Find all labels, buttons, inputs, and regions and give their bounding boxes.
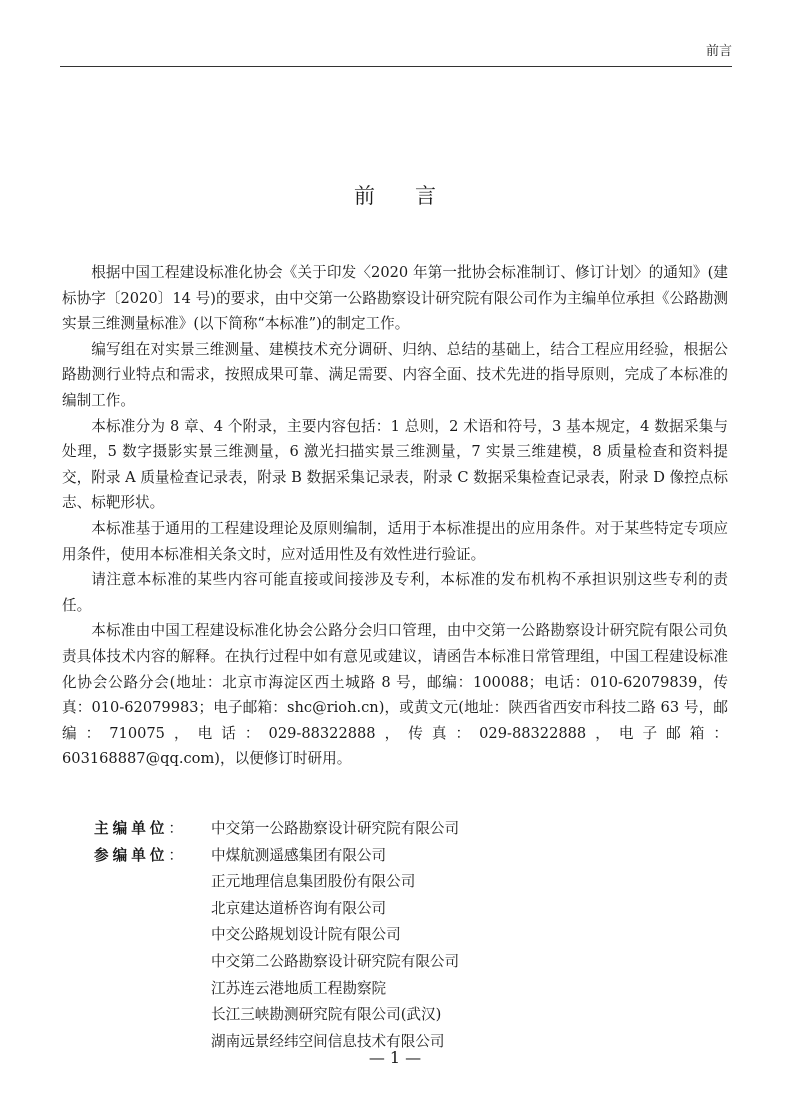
paragraph: 本标准分为 8 章、4 个附录，主要内容包括：1 总则，2 术语和符号，3 基本规定，4 数据采集与处理，5 数字摄影实景三维测量，6 激光扫描实景三维测量，7 实景三维建模，8 质量检查和资料提交，附录 A 质量检查记录表，附录 B 数据采集记录表，附录 C 数据采集检查记录表，附录 D 像控点标志、标靶形状。 (62, 417, 728, 512)
page-title: 前言 (354, 184, 476, 208)
participating-unit-label: 参编单位 (94, 846, 169, 864)
participating-unit: 中煤航测遥感集团有限公司 (211, 846, 387, 864)
chief-unit-label: 主编单位 (94, 820, 169, 837)
chief-unit: 中交第一公路勘察设计研究院有限公司 (211, 820, 460, 837)
participating-unit: 长江三峡勘测研究院有限公司(武汉) (211, 1006, 442, 1024)
chief-unit-row: 主编单位： 中交第一公路勘察设计研究院有限公司 (94, 816, 734, 843)
paragraph: 根据中国工程建设标准化协会《关于印发〈2020 年第一批协会标准制订、修订计划〉的通知》(建标协字〔2020〕14 号)的要求，由中交第一公路勘察设计研究院有限公司作为主编单位承担《公路勘测实景三维测量标准》(以下简称“本标准”)的制定工作。 (62, 264, 728, 333)
paragraph: 请注意本标准的某些内容可能直接或间接涉及专利，本标准的发布机构不承担识别这些专利的责任。 (62, 571, 728, 614)
page-number: — 1 — (368, 1048, 422, 1067)
running-header (60, 36, 732, 67)
participating-unit: 湖南远景经纬空间信息技术有限公司 (211, 1032, 445, 1050)
drafting-units (94, 816, 734, 1055)
participating-unit: 中交第二公路勘察设计研究院有限公司 (211, 952, 460, 970)
running-title: 前言 (705, 44, 732, 59)
preface-body (62, 260, 728, 772)
paragraph: 本标准基于通用的工程建设理论及原则编制，适用于本标准提出的应用条件。对于某些特定专项应用条件，使用本标准相关条文时，应对适用性及有效性进行验证。 (62, 519, 728, 563)
participating-units-row: 参编单位： 中煤航测遥感集团有限公司 正元地理信息集团股份有限公司 北京建达道桥咨询有限公司 中交公路规划设计院有限公司 中交第二公路勘察设计研究院有限公司 江苏连云港地质工程勘察院 长江三峡勘测研究院有限公司(武汉) 湖南远景经纬空间信息技术有限公司 (94, 843, 734, 1056)
participating-unit-list (211, 843, 459, 1056)
paragraph: 本标准由中国工程建设标准化协会公路分会归口管理，由中交第一公路勘察设计研究院有限公司负责具体技术内容的解释。在执行过程中如有意见或建议，请函告本标准日常管理组，中国工程建设标准化协会公路分会(地址：北京市海淀区西土城路 8 号，邮编：100088；电话：010-62079839，传真：010-62079983；电子邮箱：shc@rioh.cn)，或黄文元(地址：陕西省西安市科技二路 63 号，邮编：710075，电话：029-88322888，传真：029-88322888，电子邮箱：603168887@qq.com)，以便修订时研用。 (62, 622, 728, 768)
participating-unit: 江苏连云港地质工程勘察院 (211, 979, 387, 997)
participating-unit: 北京建达道桥咨询有限公司 (211, 899, 387, 917)
participating-unit: 正元地理信息集团股份有限公司 (211, 873, 416, 891)
paragraph: 编写组在对实景三维测量、建模技术充分调研、归纳、总结的基础上，结合工程应用经验，根据公路勘测行业特点和需求，按照成果可靠、满足需要、内容全面、技术先进的指导原则，完成了本标准的编制工作。 (62, 340, 728, 409)
participating-unit: 中交公路规划设计院有限公司 (211, 926, 401, 944)
